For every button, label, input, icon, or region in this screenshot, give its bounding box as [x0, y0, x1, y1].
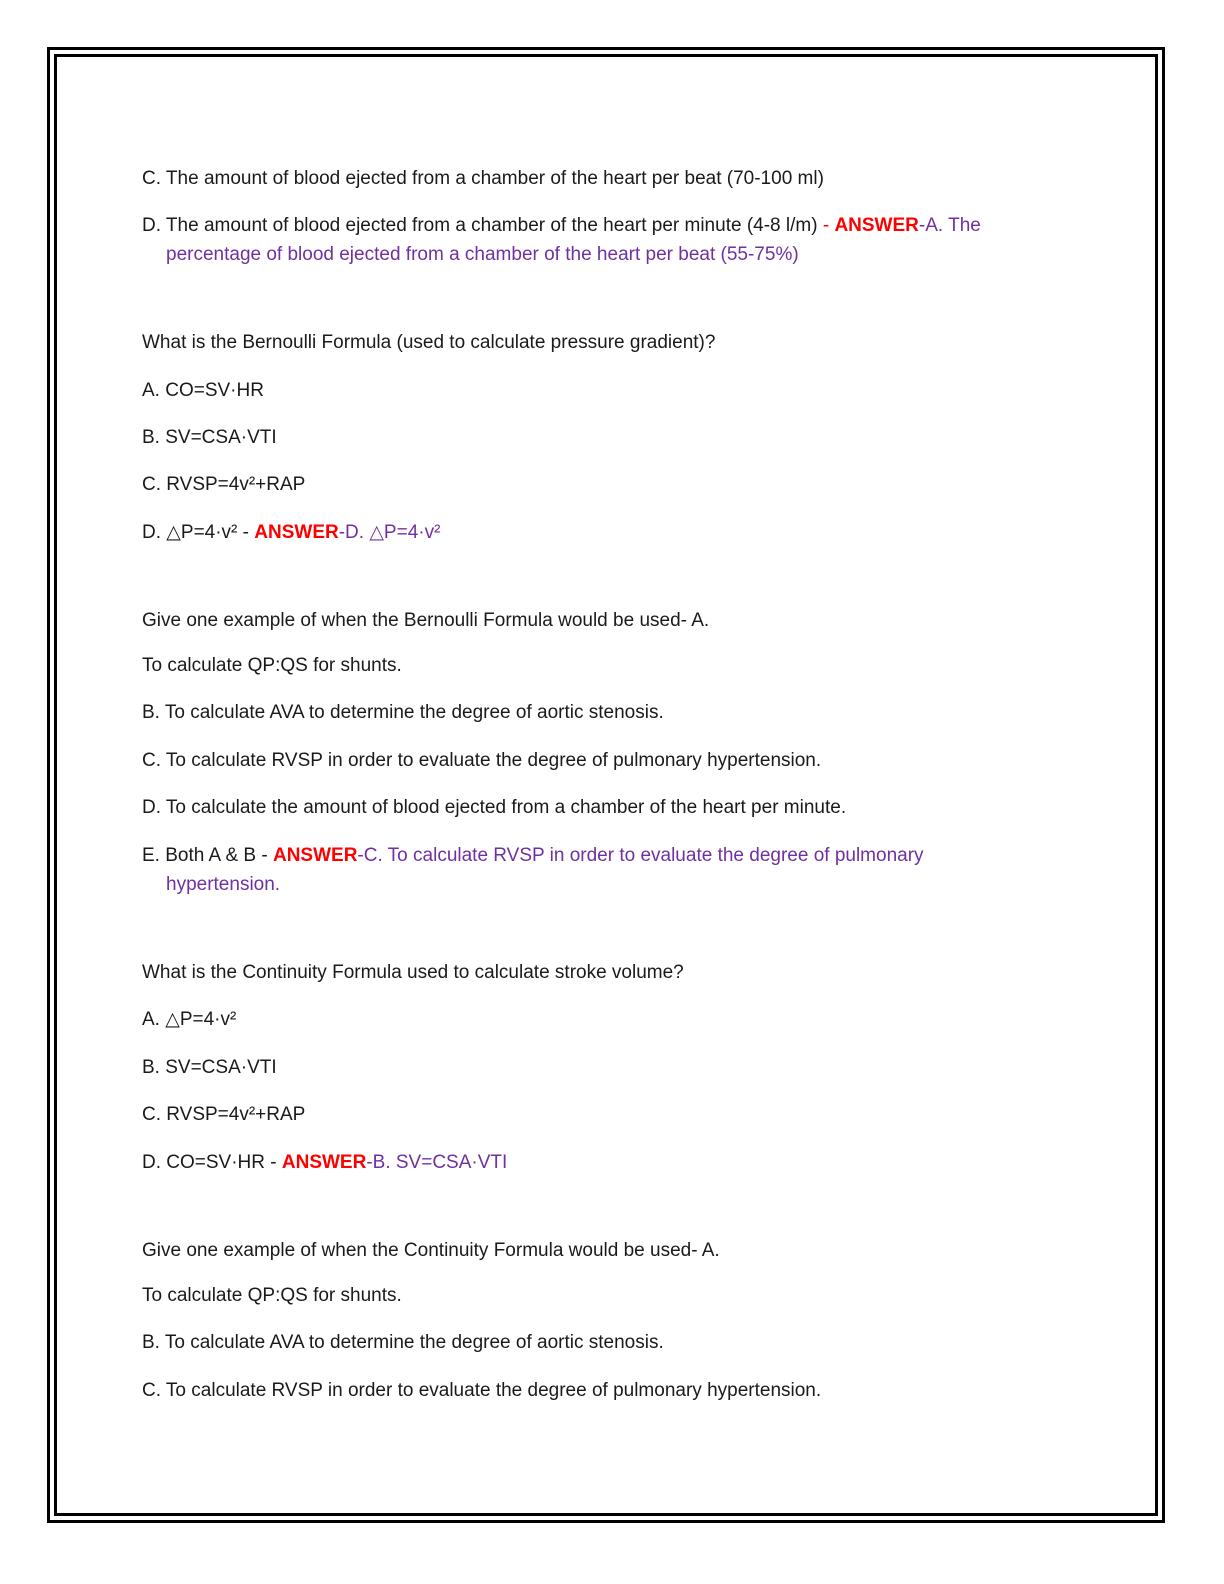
q3-option-d: D. To calculate the amount of blood ejected from a chamber of the heart per minute.	[142, 797, 847, 818]
answer-text: -C. To calculate RVSP in order to evaluate the degree of pulmonary	[357, 845, 924, 866]
q2-option-b: B. SV=CSA·VTI	[142, 427, 277, 448]
q4-option-d	[142, 1148, 507, 1177]
answer-separator: -	[817, 215, 835, 236]
q5-option-c: C. To calculate RVSP in order to evaluate the degree of pulmonary hypertension.	[142, 1380, 822, 1401]
q3-question: Give one example of when the Bernoulli Formula would be used- A.	[142, 610, 710, 631]
q1-answer-continuation: percentage of blood ejected from a chamber of the heart per beat (55-75%)	[166, 244, 799, 265]
q2-option-a: A. CO=SV·HR	[142, 380, 264, 401]
q1-option-c: C. The amount of blood ejected from a chamber of the heart per beat (70-100 ml)	[142, 168, 824, 189]
q5-option-b: B. To calculate AVA to determine the degree of aortic stenosis.	[142, 1332, 664, 1353]
answer-text: -B. SV=CSA·VTI	[366, 1152, 508, 1173]
answer-label: ANSWER	[834, 215, 919, 236]
answer-label: ANSWER	[272, 845, 358, 866]
q2-option-c: C. RVSP=4v²+RAP	[142, 474, 306, 495]
q4-question: What is the Continuity Formula used to calculate stroke volume?	[142, 962, 684, 983]
q2-option-d-text: D. △P=4·v² -	[142, 522, 255, 543]
q4-option-d-text: D. CO=SV·HR -	[142, 1152, 282, 1173]
q5-question: Give one example of when the Continuity Formula would be used- A.	[142, 1240, 720, 1261]
q2-option-d	[142, 518, 440, 547]
q3-option-e-text: E. Both A & B -	[142, 845, 273, 866]
q4-option-a: A. △P=4·v²	[142, 1009, 237, 1030]
q4-option-b: B. SV=CSA·VTI	[142, 1057, 277, 1078]
answer-text: -D. △P=4·v²	[338, 522, 441, 543]
q5-option-a: To calculate QP:QS for shunts.	[142, 1285, 402, 1306]
answer-label: ANSWER	[254, 522, 339, 543]
q2-question: What is the Bernoulli Formula (used to calculate pressure gradient)?	[142, 332, 716, 353]
q4-option-c: C. RVSP=4v²+RAP	[142, 1104, 306, 1125]
q3-answer-continuation: hypertension.	[166, 874, 281, 895]
answer-text: -A. The	[918, 215, 981, 236]
q3-option-b: B. To calculate AVA to determine the degree of aortic stenosis.	[142, 702, 664, 723]
q3-option-c: C. To calculate RVSP in order to evaluate the degree of pulmonary hypertension.	[142, 750, 822, 771]
q1-option-d	[142, 211, 981, 240]
q3-option-a: To calculate QP:QS for shunts.	[142, 655, 402, 676]
answer-label: ANSWER	[281, 1152, 367, 1173]
q1-option-d-text: D. The amount of blood ejected from a chamber of the heart per minute (4-8 l/m)	[142, 215, 818, 236]
q3-option-e	[142, 841, 924, 870]
